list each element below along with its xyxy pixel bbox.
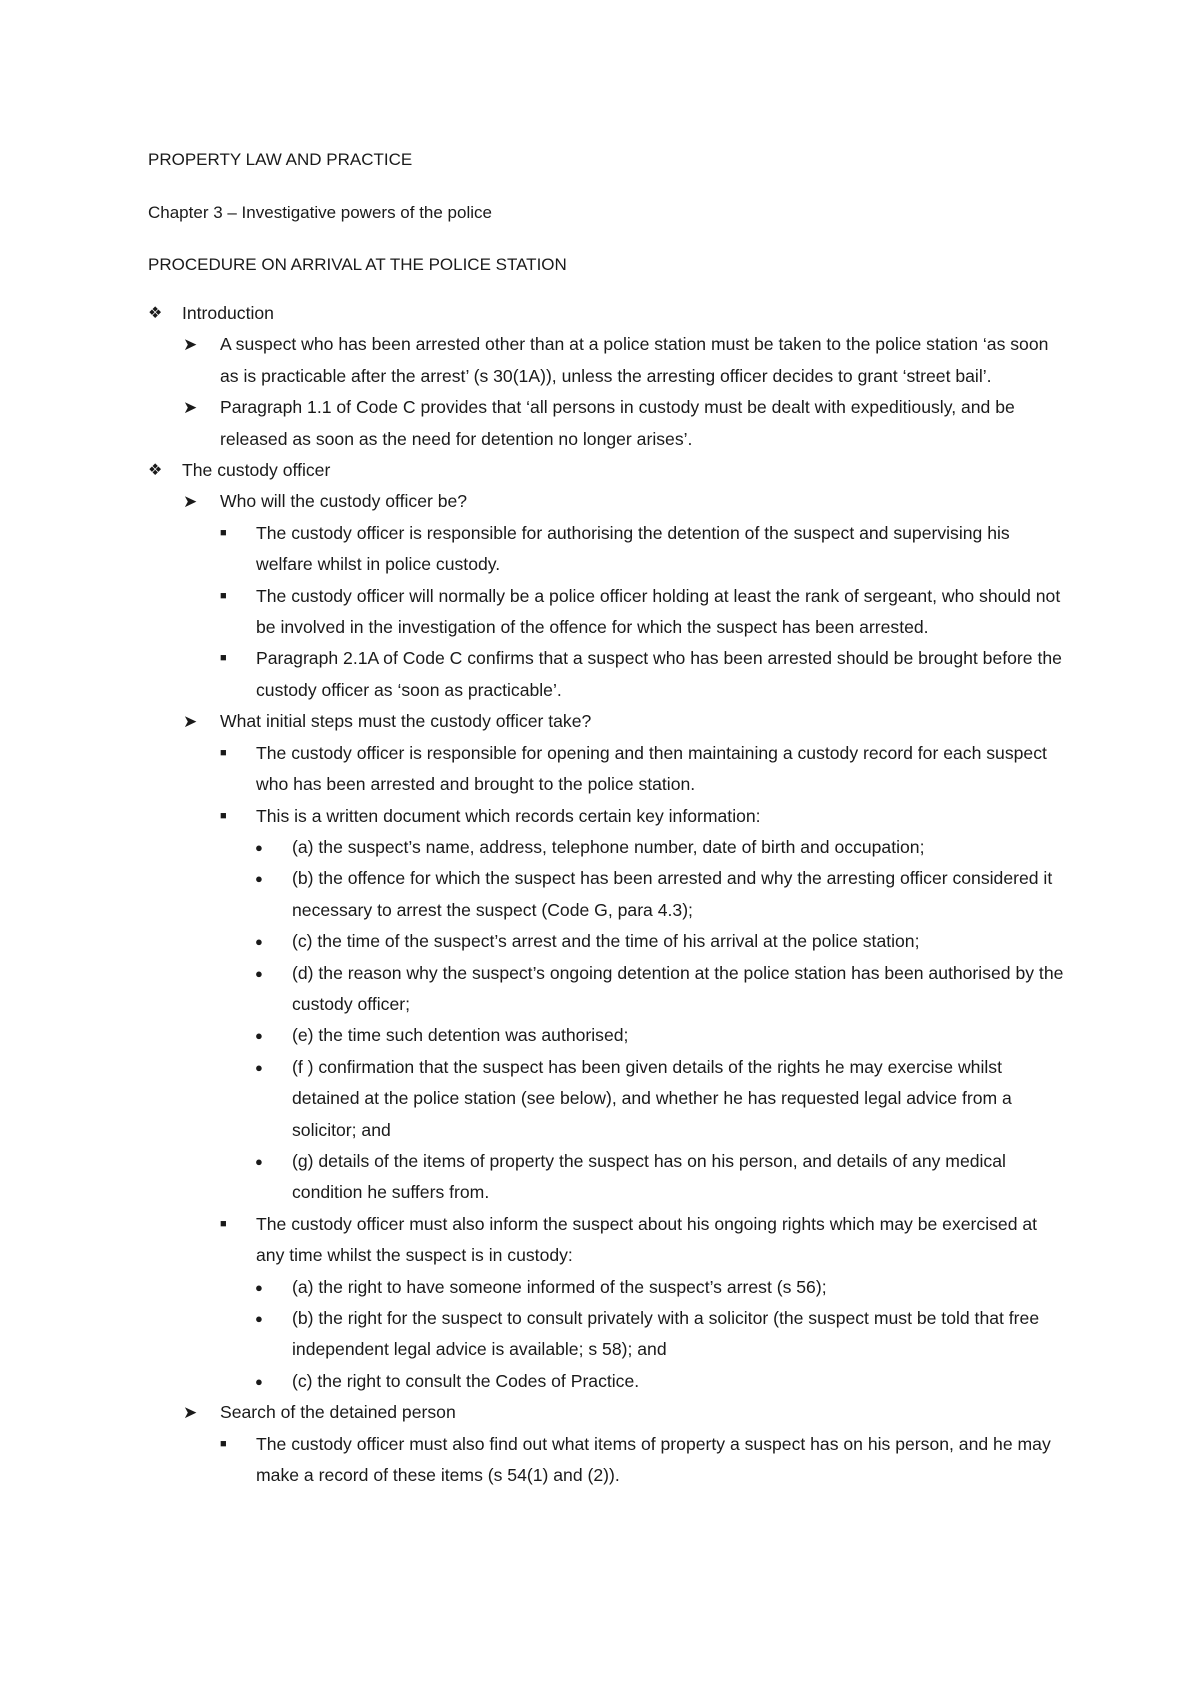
round-bullet-icon: ● (255, 1059, 263, 1075)
outline-item-level-4 (0, 1146, 1200, 1209)
outline-item-level-1 (0, 455, 1200, 486)
document-title: PROPERTY LAW AND PRACTICE (148, 150, 413, 169)
outline-item-text: Paragraph 2.1A of Code C confirms that a suspect who has been arrested should be brought before the custody officer as ‘soon as practicable’. (256, 648, 1062, 700)
outline-item-level-2 (0, 1397, 1200, 1428)
outline-item-level-4 (0, 832, 1200, 863)
outline-item-text: (c) the right to consult the Codes of Practice. (292, 1370, 640, 1391)
outline-item-level-1 (0, 298, 1200, 329)
round-bullet-icon: ● (255, 1311, 263, 1326)
outline-item-level-2 (0, 329, 1200, 392)
outline-item-level-3 (0, 738, 1200, 801)
round-bullet-icon: ● (255, 839, 263, 855)
outline-item-level-4 (0, 1052, 1200, 1146)
outline-item-level-3 (0, 1429, 1200, 1492)
outline-item-level-4 (0, 863, 1200, 926)
outline-item-level-4 (0, 1272, 1200, 1303)
outline-list (0, 298, 1200, 1491)
outline-item-text: (e) the time such detention was authorised; (292, 1025, 629, 1046)
round-bullet-icon: ● (255, 1028, 263, 1044)
arrow-bullet-icon: ➤ (183, 492, 198, 512)
outline-item-text: (g) details of the items of property the suspect has on his person, and details of any medical condition he suffers from. (292, 1150, 1006, 1203)
outline-item-level-4 (0, 1020, 1200, 1051)
outline-item-text: The custody officer will normally be a police officer holding at least the rank of sergeant, who should not be involved in the investigation of the offence for which the suspect has been arrested. (256, 585, 1061, 638)
outline-item-text: Who will the custody officer be? (220, 491, 468, 512)
outline-item-level-4 (0, 1366, 1200, 1397)
outline-item-text: Search of the detained person (220, 1402, 456, 1423)
outline-item-level-3 (0, 643, 1200, 706)
outline-item-text: What initial steps must the custody officer take? (220, 711, 592, 732)
outline-item-text: (f ) confirmation that the suspect has been given details of the rights he may exercise whilst detained at the police station (see below), and whether he has requested legal advice from a solicitor; and (292, 1056, 1012, 1140)
outline-item-text: (b) the right for the suspect to consult privately with a solicitor (the suspect must be told that free independent legal advice is available; s 58); and (292, 1308, 1040, 1360)
outline-item-level-3 (0, 1209, 1200, 1272)
arrow-bullet-icon: ➤ (183, 1403, 198, 1423)
square-bullet-icon: ■ (220, 589, 227, 602)
diamond-four-petal-icon: ❖ (148, 462, 163, 480)
outline-item-text: Paragraph 1.1 of Code C provides that ‘all persons in custody must be dealt with expeditiously, and be released as soon as the need for detention no longer arises’. (220, 397, 1015, 449)
section-heading: PROCEDURE ON ARRIVAL AT THE POLICE STATION (148, 255, 567, 274)
square-bullet-icon: ■ (220, 1437, 227, 1450)
outline-item-text: The custody officer (182, 460, 331, 481)
chapter-heading: Chapter 3 – Investigative powers of the police (148, 203, 492, 222)
outline-item-text: The custody officer must also inform the suspect about his ongoing rights which may be exercised at any time whilst the suspect is in custody: (256, 1213, 1038, 1266)
outline-item-text: The custody officer is responsible for opening and then maintaining a custody record for each suspect who has been arrested and brought to the police station. (256, 742, 1047, 795)
arrow-bullet-icon: ➤ (183, 398, 198, 418)
square-bullet-icon: ■ (220, 1217, 227, 1230)
outline-item-level-3 (0, 801, 1200, 832)
round-bullet-icon: ● (255, 1373, 263, 1389)
outline-item-level-3 (0, 518, 1200, 581)
square-bullet-icon: ■ (220, 652, 227, 665)
arrow-bullet-icon: ➤ (183, 712, 198, 732)
outline-item-text: (c) the time of the suspect’s arrest and the time of his arrival at the police station; (292, 931, 920, 952)
outline-item-text: (a) the suspect’s name, address, telephone number, date of birth and occupation; (292, 836, 925, 857)
round-bullet-icon: ● (255, 1279, 263, 1295)
square-bullet-icon: ■ (220, 746, 227, 759)
outline-item-text: (d) the reason why the suspect’s ongoing detention at the police station has been authorised by the custody officer; (292, 962, 1064, 1014)
round-bullet-icon: ● (255, 934, 263, 950)
outline-item-level-2 (0, 706, 1200, 737)
square-bullet-icon: ■ (220, 526, 227, 539)
outline-item-text: (b) the offence for which the suspect has been arrested and why the arresting officer considered it necessary to arrest the suspect (Code G, para 4.3); (292, 868, 1053, 920)
diamond-four-petal-icon: ❖ (148, 305, 163, 322)
square-bullet-icon: ■ (220, 809, 227, 822)
arrow-bullet-icon: ➤ (183, 335, 198, 355)
outline-item-text: (a) the right to have someone informed of the suspect’s arrest (s 56); (292, 1276, 827, 1297)
round-bullet-icon: ● (255, 1153, 263, 1169)
outline-item-text: The custody officer must also find out what items of property a suspect has on his person, and he may make a record of these items (s 54(1) and (2)). (256, 1433, 1051, 1486)
outline-item-level-4 (0, 1303, 1200, 1366)
outline-item-level-2 (0, 392, 1200, 455)
outline-item-text: A suspect who has been arrested other than at a police station must be taken to the police station ‘as soon as is practicable after the arrest’ (s 30(1A)), unless the arresting officer decides to grant ‘street bail’. (220, 334, 1049, 386)
outline-item-level-2 (0, 486, 1200, 517)
outline-item-level-4 (0, 958, 1200, 1021)
outline-item-text: The custody officer is responsible for authorising the detention of the suspect and supervising his welfare whilst in police custody. (256, 522, 1010, 575)
round-bullet-icon: ● (255, 871, 263, 887)
outline-item-level-4 (0, 926, 1200, 957)
outline-item-level-3 (0, 581, 1200, 644)
outline-item-text: Introduction (182, 303, 274, 323)
round-bullet-icon: ● (255, 965, 263, 981)
outline-item-text: This is a written document which records certain key information: (256, 805, 761, 826)
